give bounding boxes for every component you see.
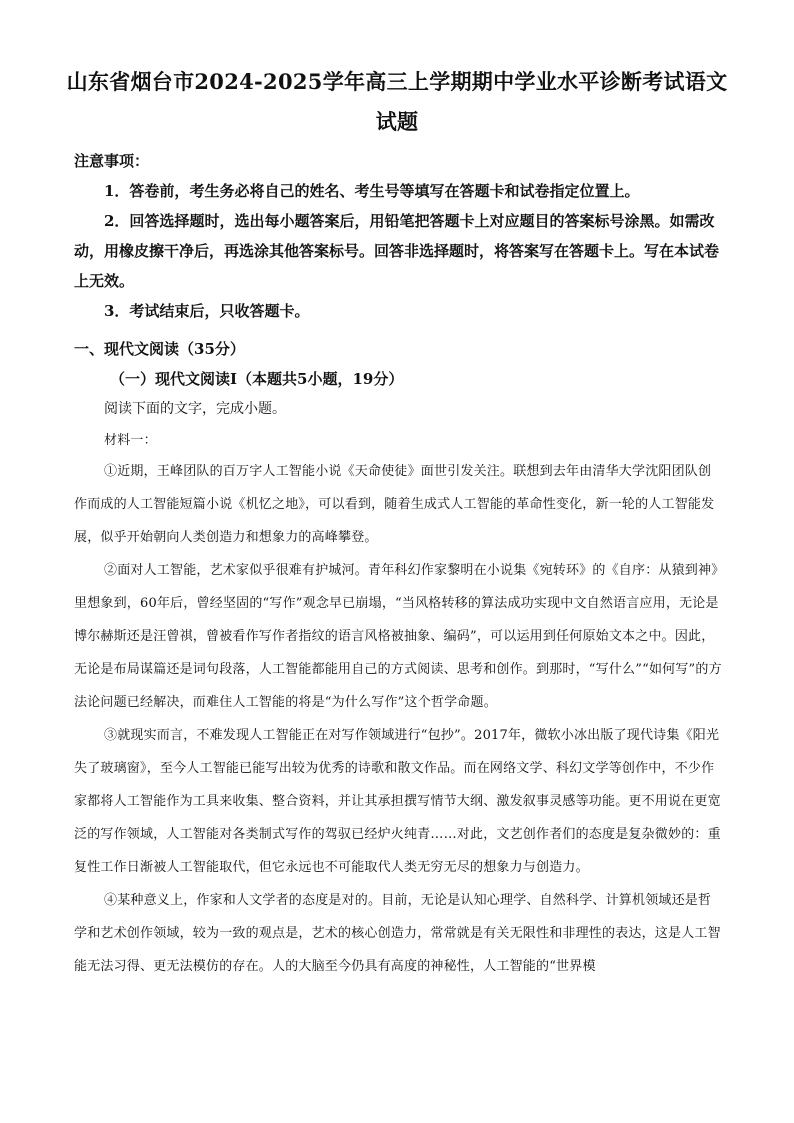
sub-section-heading: （一）现代文阅读Ⅰ（本题共5小题，19分） (110, 370, 404, 388)
document-title: 山东省烟台市2024-2025学年高三上学期期中学业水平诊断考试语文 (66, 69, 728, 94)
paragraph-4: ④某种意义上，作家和人文学者的态度是对的。目前，无论是认知心理学、自然科学、计算机领域还是哲学和艺术创作领域，较为一致的观点是，艺术的核心创造力，常常就是有关无限性和非理性的表达，这是人工智能无法习得、更无法模仿的存在。人的大脑至今仍具有高度的神秘性，人工智能的“世界模 (74, 893, 721, 974)
notice-item-2: 2．回答选择题时，选出每小题答案后，用铅笔把答题卡上对应题目的答案标号涂黑。如需改动，用橡皮擦干净后，再选涂其他答案标号。回答非选择题时，将答案写在答题卡上。写在本试卷上无效。 (74, 212, 720, 290)
notice-item-1: 1．答卷前，考生务必将自己的姓名、考生号等填写在答题卡和试卷指定位置上。 (104, 182, 640, 200)
paragraph-2: ②面对人工智能，艺术家似乎很难有护城河。青年科幻作家黎明在小说集《宛转环》的《自序：从猿到神》里想象到，60年后，曾经坚固的“写作”观念早已崩塌，“当风格转移的算法成功实现中文自然语言应用，无论是博尔赫斯还是汪曾祺，曾被看作写作者指纹的语言风格被抽象、编码”，可以运用到任何原始文本之中。因此，无论是布局谋篇还是词句段落，人工智能都能用自己的方式阅读、思考和创作。到那时，“写什么”“如何写”的方法论问题已经解决，而难住人工智能的将是“为什么写作”这个哲学命题。 (74, 563, 722, 710)
notice-item-3: 3．考试结束后，只收答题卡。 (104, 302, 310, 320)
notice-heading: 注意事项： (74, 152, 150, 170)
notice-section (74, 146, 722, 326)
paragraph-3: ③就现实而言，不难发现人工智能正在对写作领域进行“包抄”。2017年，微软小冰出版了现代诗集《阳光失了玻璃窗》，至今人工智能已能写出较为优秀的诗歌和散文作品。而在网络文学、科幻文学等创作中，不少作家都将人工智能作为工具来收集、整合资料，并让其承担撰写情节大纲、激发叙事灵感等功能。更不用说在更宽泛的写作领域，人工智能对各类制式写作的驾驭已经炉火纯青……对此，文艺创作者们的态度是复杂微妙的：重复性工作日渐被人工智能取代，但它永远也不可能取代人类无穷无尽的想象力与创造力。 (74, 728, 721, 875)
material-body (74, 455, 722, 983)
document-title-continued: 试题 (375, 109, 419, 134)
material-label: 材料一： (104, 433, 157, 448)
section-modern-reading (74, 334, 722, 457)
reading-instruction: 阅读下面的文字，完成小题。 (104, 401, 286, 417)
paragraph-1: ①近期，王峰团队的百万字人工智能小说《天命使徒》面世引发关注。联想到去年由清华大学沈阳团队创作而成的人工智能短篇小说《机忆之地》，可以看到，随着生成式人工智能的革命性变化，新一轮的人工智能发展，似乎开始朝向人类创造力和想象力的高峰攀登。 (74, 464, 715, 545)
section-heading: 一、现代文阅读（35分） (74, 340, 245, 358)
